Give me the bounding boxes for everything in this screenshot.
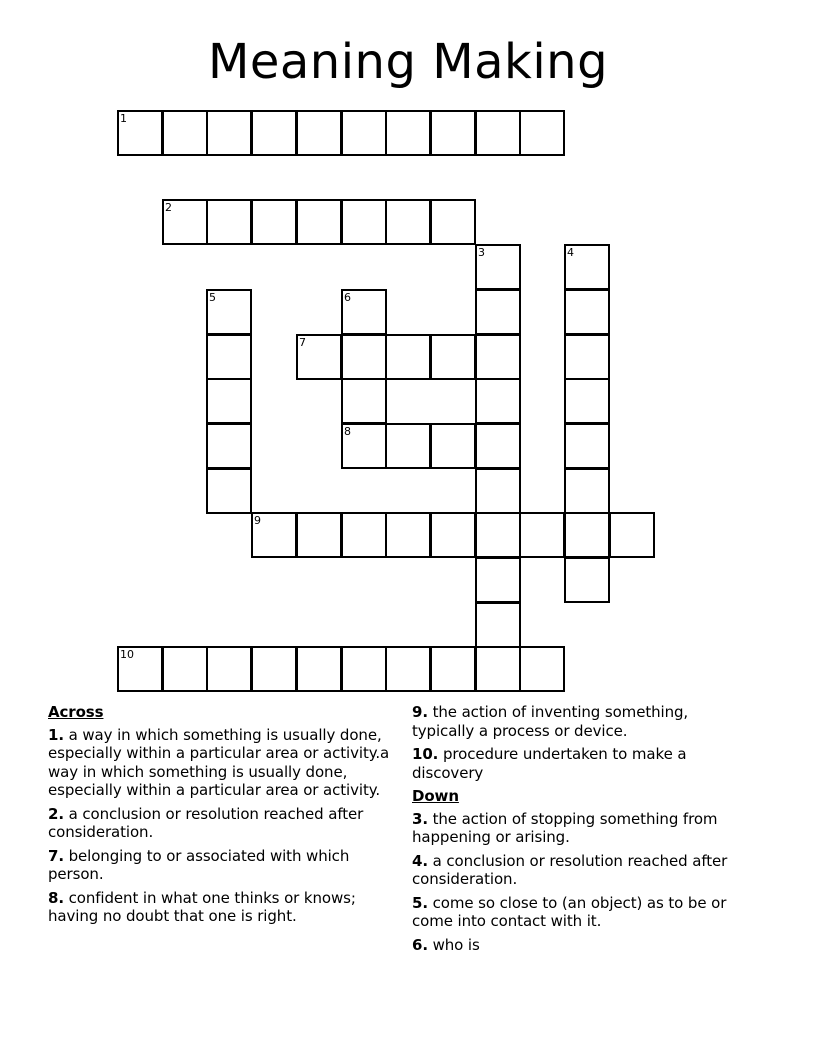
clue-text: the action of stopping something from happening or arising. [412, 809, 718, 846]
grid-cell[interactable] [296, 334, 342, 380]
grid-cell[interactable] [564, 512, 610, 558]
grid-cell[interactable] [296, 512, 342, 558]
grid-cell[interactable] [430, 199, 476, 245]
grid-cell[interactable] [341, 378, 387, 424]
grid-cell[interactable] [430, 646, 476, 692]
clue-text: come so close to (an object) as to be or come into contact with it. [412, 893, 727, 930]
grid-cell[interactable] [251, 512, 297, 558]
grid-cell[interactable] [519, 646, 565, 692]
grid-cell[interactable] [385, 646, 431, 692]
grid-cell[interactable] [117, 646, 163, 692]
grid-cell[interactable] [430, 423, 476, 469]
grid-cell[interactable] [296, 199, 342, 245]
grid-cell[interactable] [564, 244, 610, 290]
clue-number: 7. [48, 846, 64, 865]
clue-number: 3. [412, 809, 428, 828]
clue-across-9 [412, 703, 742, 740]
grid-cell[interactable] [341, 110, 387, 156]
grid-cell[interactable] [117, 110, 163, 156]
clue-text: a way in which something is usually done, especially within a particular area or activity.a way in which something is usually done, especially within a particular area or activity. [48, 725, 390, 799]
grid-cell[interactable] [341, 289, 387, 335]
grid-cell[interactable] [296, 646, 342, 692]
grid-cell[interactable] [206, 423, 252, 469]
clue-text: the action of inventing something, typically a process or device. [412, 703, 689, 740]
grid-cell[interactable] [430, 334, 476, 380]
grid-cell[interactable] [341, 646, 387, 692]
grid-cell[interactable] [341, 423, 387, 469]
clue-text: belonging to or associated with which person. [48, 846, 350, 883]
grid-cell[interactable] [251, 110, 297, 156]
cell-number: 2 [165, 201, 172, 214]
puzzle-title: Meaning Making [207, 34, 609, 90]
clue-text: a conclusion or resolution reached after consideration. [412, 851, 728, 888]
clue-across-8 [48, 889, 404, 926]
grid-cell[interactable] [475, 646, 521, 692]
clue-number: 5. [412, 893, 428, 912]
grid-cell[interactable] [430, 110, 476, 156]
grid-cell[interactable] [385, 110, 431, 156]
grid-cell[interactable] [206, 378, 252, 424]
grid-cell[interactable] [609, 512, 655, 558]
clues-right-column [412, 703, 742, 959]
grid-cell[interactable] [475, 423, 521, 469]
grid-cell[interactable] [564, 423, 610, 469]
clue-across-2 [48, 805, 404, 842]
grid-cell[interactable] [385, 334, 431, 380]
clue-across-1 [48, 726, 404, 800]
clue-number: 1. [48, 725, 64, 744]
clue-text: confident in what one thinks or knows; having no doubt that one is right. [48, 888, 356, 925]
across-heading: Across [48, 703, 104, 721]
clue-across-10 [412, 745, 742, 782]
grid-cell[interactable] [162, 110, 208, 156]
grid-cell[interactable] [519, 512, 565, 558]
grid-cell[interactable] [162, 199, 208, 245]
clue-number: 8. [48, 888, 64, 907]
grid-cell[interactable] [206, 289, 252, 335]
cell-number: 1 [120, 112, 127, 125]
clue-text: procedure undertaken to make a discovery [412, 745, 687, 782]
clue-number: 4. [412, 851, 428, 870]
cell-number: 5 [209, 291, 216, 304]
cell-number: 3 [478, 246, 485, 259]
cell-number: 4 [567, 246, 574, 259]
grid-cell[interactable] [475, 244, 521, 290]
grid-cell[interactable] [475, 468, 521, 514]
grid-cell[interactable] [564, 468, 610, 514]
grid-cell[interactable] [430, 512, 476, 558]
grid-cell[interactable] [162, 646, 208, 692]
grid-cell[interactable] [475, 110, 521, 156]
cell-number: 8 [344, 425, 351, 438]
cell-number: 6 [344, 291, 351, 304]
grid-cell[interactable] [475, 557, 521, 603]
grid-cell[interactable] [341, 199, 387, 245]
grid-cell[interactable] [385, 512, 431, 558]
clue-down-6 [412, 936, 742, 955]
grid-cell[interactable] [341, 334, 387, 380]
grid-cell[interactable] [251, 199, 297, 245]
grid-cell[interactable] [519, 110, 565, 156]
clue-across-7 [48, 847, 404, 884]
cell-number: 9 [254, 514, 261, 527]
clue-text: who is [432, 935, 480, 954]
grid-cell[interactable] [475, 378, 521, 424]
grid-cell[interactable] [475, 602, 521, 648]
grid-cell[interactable] [475, 334, 521, 380]
clue-number: 2. [48, 804, 64, 823]
grid-cell[interactable] [296, 110, 342, 156]
grid-cell[interactable] [475, 512, 521, 558]
grid-cell[interactable] [475, 289, 521, 335]
clue-down-5 [412, 894, 742, 931]
grid-cell[interactable] [206, 110, 252, 156]
clue-number: 6. [412, 935, 428, 954]
clue-text: a conclusion or resolution reached after consideration. [48, 804, 364, 841]
grid-cell[interactable] [251, 646, 297, 692]
grid-cell[interactable] [385, 199, 431, 245]
cell-number: 10 [120, 648, 134, 661]
grid-cell[interactable] [206, 334, 252, 380]
grid-cell[interactable] [564, 557, 610, 603]
grid-cell[interactable] [564, 334, 610, 380]
grid-cell[interactable] [206, 468, 252, 514]
clue-number: 10. [412, 745, 439, 763]
clue-number: 9. [412, 703, 428, 721]
cell-number: 7 [299, 336, 306, 349]
grid-cell[interactable] [385, 423, 431, 469]
down-heading: Down [412, 787, 459, 805]
grid-cell[interactable] [564, 289, 610, 335]
grid-cell[interactable] [206, 199, 252, 245]
clues-left-column [48, 703, 404, 931]
clue-down-4 [412, 852, 742, 889]
grid-cell[interactable] [564, 378, 610, 424]
grid-cell[interactable] [341, 512, 387, 558]
grid-cell[interactable] [206, 646, 252, 692]
clue-down-3 [412, 810, 742, 847]
